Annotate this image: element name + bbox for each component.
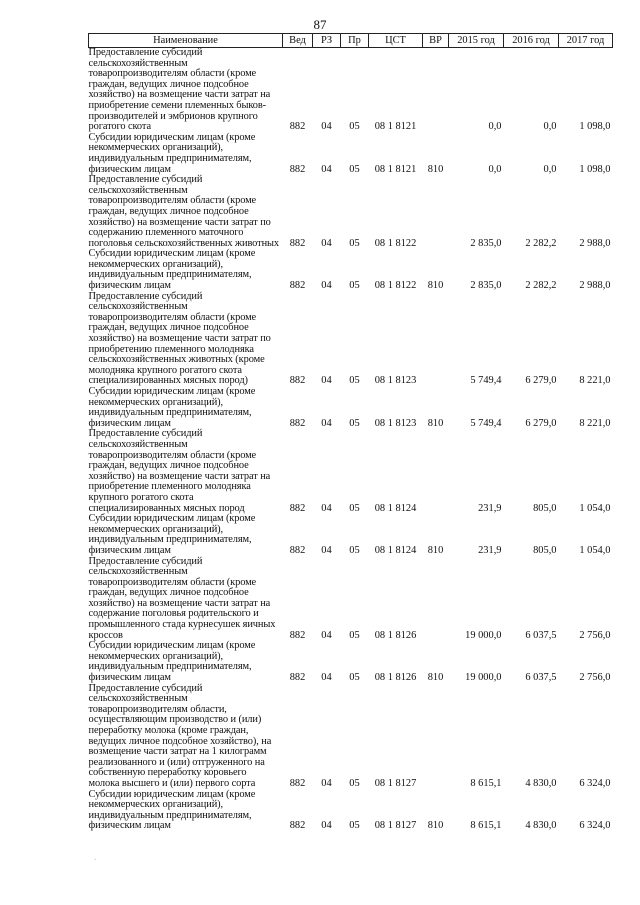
cell-2017: 6 324,0 xyxy=(579,777,611,789)
cell-vr xyxy=(423,48,449,133)
cell-vr: 810 xyxy=(427,544,444,556)
cell-cst: 08 1 8127 xyxy=(374,777,417,789)
cell-ved: 882 xyxy=(289,280,306,292)
cell-rz: 04 xyxy=(321,629,332,641)
cell-vr xyxy=(423,292,449,387)
table-row xyxy=(89,133,613,175)
cell-cst: 08 1 8126 xyxy=(374,672,417,684)
cell-2017: 1 098,0 xyxy=(579,163,611,175)
cell-2017: 1 054,0 xyxy=(579,544,611,556)
cell-ved: 882 xyxy=(289,163,306,175)
table-row xyxy=(89,429,613,514)
cell-name: Предоставление субсидий сельскохозяйственным товаропроизводителям области (кроме граждан, ведущих личное подсобное хозяйство) на возмещение части затрат на приобретение семени племенных быков-производителей и эмбрионов крупного рогатого скота xyxy=(88,47,271,133)
cell-2016: 2 282,2 xyxy=(525,237,557,249)
cell-pr: 05 xyxy=(349,672,360,684)
cell-name: Субсидии юридическим лицам (кроме некоммерческих организаций), индивидуальным предпринимателям, физическим лицам xyxy=(88,513,256,556)
cell-vr xyxy=(423,429,449,514)
cell-2016: 0,0 xyxy=(543,163,557,175)
cell-rz: 04 xyxy=(321,121,332,133)
cell-pr: 05 xyxy=(349,417,360,429)
page-number: 87 xyxy=(313,17,327,32)
cell-rz: 04 xyxy=(321,163,332,175)
scan-mark: · xyxy=(94,856,97,864)
cell-2016: 6 037,5 xyxy=(525,672,557,684)
cell-vr: 810 xyxy=(427,417,444,429)
cell-2016: 4 830,0 xyxy=(525,777,557,789)
header-2015: 2015 год xyxy=(449,34,504,48)
cell-pr: 05 xyxy=(349,163,360,175)
cell-pr: 05 xyxy=(349,502,360,514)
cell-vr: 810 xyxy=(427,672,444,684)
cell-vr: 810 xyxy=(427,280,444,292)
cell-2016: 805,0 xyxy=(533,502,557,514)
cell-pr: 05 xyxy=(349,544,360,556)
table-row xyxy=(89,684,613,790)
cell-2017: 1 054,0 xyxy=(579,502,611,514)
cell-ved: 882 xyxy=(289,237,306,249)
cell-name: Субсидии юридическим лицам (кроме некоммерческих организаций), индивидуальным предпринимателям, физическим лицам xyxy=(88,640,256,684)
cell-2015: 231,9 xyxy=(478,544,502,556)
cell-rz: 04 xyxy=(321,502,332,514)
header-2017: 2017 год xyxy=(559,34,613,48)
table-row xyxy=(89,641,613,683)
table-body xyxy=(89,48,613,832)
cell-2015: 0,0 xyxy=(488,163,502,175)
cell-pr: 05 xyxy=(349,237,360,249)
cell-ved: 882 xyxy=(289,417,306,429)
cell-2017: 2 756,0 xyxy=(579,629,611,641)
cell-pr: 05 xyxy=(349,375,360,387)
header-cst: ЦСТ xyxy=(369,34,423,48)
table-row xyxy=(89,790,613,832)
header-ved: Вед xyxy=(283,34,313,48)
cell-2015: 19 000,0 xyxy=(465,629,502,641)
header-rz: РЗ xyxy=(313,34,341,48)
cell-cst: 08 1 8121 xyxy=(374,121,417,133)
cell-2016: 6 037,5 xyxy=(525,629,557,641)
cell-ved: 882 xyxy=(289,544,306,556)
cell-pr: 05 xyxy=(349,280,360,292)
cell-vr xyxy=(423,684,449,790)
cell-2015: 19 000,0 xyxy=(465,672,502,684)
cell-name: Предоставление субсидий сельскохозяйственным товаропроизводителям области (кроме граждан, ведущих личное подсобное хозяйство) на возмещение части затрат на приобретение племенного молодняка крупного рогатого скота специализированных мясных пород xyxy=(88,428,271,514)
table-row xyxy=(89,48,613,133)
table-row xyxy=(89,292,613,387)
cell-2015: 231,9 xyxy=(478,502,502,514)
table-row xyxy=(89,557,613,642)
table-row xyxy=(89,514,613,556)
header-pr: Пр xyxy=(341,34,369,48)
cell-2015: 0,0 xyxy=(488,121,502,133)
cell-2015: 5 749,4 xyxy=(470,417,502,429)
header-vr: ВР xyxy=(423,34,449,48)
cell-2015: 8 615,1 xyxy=(470,777,502,789)
cell-2017: 2 756,0 xyxy=(579,672,611,684)
cell-ved: 882 xyxy=(289,777,306,789)
cell-2017: 6 324,0 xyxy=(579,820,611,832)
cell-rz: 04 xyxy=(321,417,332,429)
cell-cst: 08 1 8126 xyxy=(374,629,417,641)
cell-vr xyxy=(423,175,449,249)
cell-2015: 8 615,1 xyxy=(470,820,502,832)
table-header-row xyxy=(89,34,613,48)
cell-name: Субсидии юридическим лицам (кроме некоммерческих организаций), индивидуальным предпринимателям, физическим лицам xyxy=(88,131,256,175)
cell-name: Предоставление субсидий сельскохозяйственным товаропроизводителям области (кроме граждан, ведущих личное подсобное хозяйство) на возмещение части затрат по содержанию племенного маточного поголовья сельскохозяйственных животных xyxy=(88,174,280,249)
cell-name: Предоставление субсидий сельскохозяйственным товаропроизводителям области, осуществляющим производство и (или) переработку молока (кроме граждан, ведущих личное подсобное хозяйство), на возмещение части затрат на 1 килограмм реализованного и (или) отгруженного на собственную переработку коровьего молока высшего и (или) первого сорта xyxy=(88,682,272,789)
cell-name: Предоставление субсидий сельскохозяйственным товаропроизводителям области (кроме граждан, ведущих личное подсобное хозяйство) на возмещение части затрат на содержание поголовья родительского и промышленного стада курнесушек яичных кроссов xyxy=(88,555,276,641)
cell-2016: 6 279,0 xyxy=(525,375,557,387)
cell-pr: 05 xyxy=(349,820,360,832)
cell-2015: 2 835,0 xyxy=(470,237,502,249)
cell-cst: 08 1 8123 xyxy=(374,375,417,387)
cell-cst: 08 1 8122 xyxy=(374,280,417,292)
cell-ved: 882 xyxy=(289,502,306,514)
cell-name: Субсидии юридическим лицам (кроме некоммерческих организаций), индивидуальным предпринимателям, физическим лицам xyxy=(88,386,256,429)
cell-cst: 08 1 8124 xyxy=(374,502,417,514)
cell-name: Субсидии юридическим лицам (кроме некоммерческих организаций), индивидуальным предпринимателям, физическим лицам xyxy=(88,788,256,832)
cell-rz: 04 xyxy=(321,280,332,292)
cell-ved: 882 xyxy=(289,672,306,684)
cell-pr: 05 xyxy=(349,121,360,133)
cell-vr: 810 xyxy=(427,820,444,832)
cell-2015: 2 835,0 xyxy=(470,280,502,292)
cell-2017: 1 098,0 xyxy=(579,121,611,133)
cell-2017: 2 988,0 xyxy=(579,280,611,292)
cell-ved: 882 xyxy=(289,629,306,641)
cell-rz: 04 xyxy=(321,237,332,249)
header-name: Наименование xyxy=(89,34,283,48)
cell-ved: 882 xyxy=(289,820,306,832)
cell-2016: 2 282,2 xyxy=(525,280,557,292)
header-2016: 2016 год xyxy=(504,34,559,48)
cell-rz: 04 xyxy=(321,544,332,556)
cell-2017: 8 221,0 xyxy=(579,417,611,429)
cell-name: Предоставление субсидий сельскохозяйственным товаропроизводителям области (кроме граждан, ведущих личное подсобное хозяйство) на возмещение части затрат по приобретению племенного молодняка сельскохозяйственных животных (кроме молодняка крупного рогатого скота специализированных мясных пород) xyxy=(88,290,271,387)
cell-cst: 08 1 8121 xyxy=(374,163,417,175)
cell-cst: 08 1 8127 xyxy=(374,820,417,832)
budget-table xyxy=(88,33,613,832)
table-row xyxy=(89,175,613,249)
cell-cst: 08 1 8123 xyxy=(374,417,417,429)
cell-2016: 6 279,0 xyxy=(525,417,557,429)
cell-2016: 805,0 xyxy=(533,544,557,556)
cell-vr xyxy=(423,557,449,642)
cell-name: Субсидии юридическим лицам (кроме некоммерческих организаций), индивидуальным предпринимателям, физическим лицам xyxy=(88,248,256,292)
cell-2016: 4 830,0 xyxy=(525,820,557,832)
cell-cst: 08 1 8124 xyxy=(374,544,417,556)
cell-rz: 04 xyxy=(321,375,332,387)
cell-rz: 04 xyxy=(321,820,332,832)
cell-2016: 0,0 xyxy=(543,121,557,133)
cell-2017: 2 988,0 xyxy=(579,237,611,249)
cell-pr: 05 xyxy=(349,629,360,641)
cell-rz: 04 xyxy=(321,777,332,789)
cell-vr: 810 xyxy=(427,163,444,175)
cell-2015: 5 749,4 xyxy=(470,375,502,387)
cell-cst: 08 1 8122 xyxy=(374,237,417,249)
cell-ved: 882 xyxy=(289,375,306,387)
cell-pr: 05 xyxy=(349,777,360,789)
cell-rz: 04 xyxy=(321,672,332,684)
table-row xyxy=(89,387,613,429)
table-row xyxy=(89,249,613,291)
cell-2017: 8 221,0 xyxy=(579,375,611,387)
cell-ved: 882 xyxy=(289,121,306,133)
